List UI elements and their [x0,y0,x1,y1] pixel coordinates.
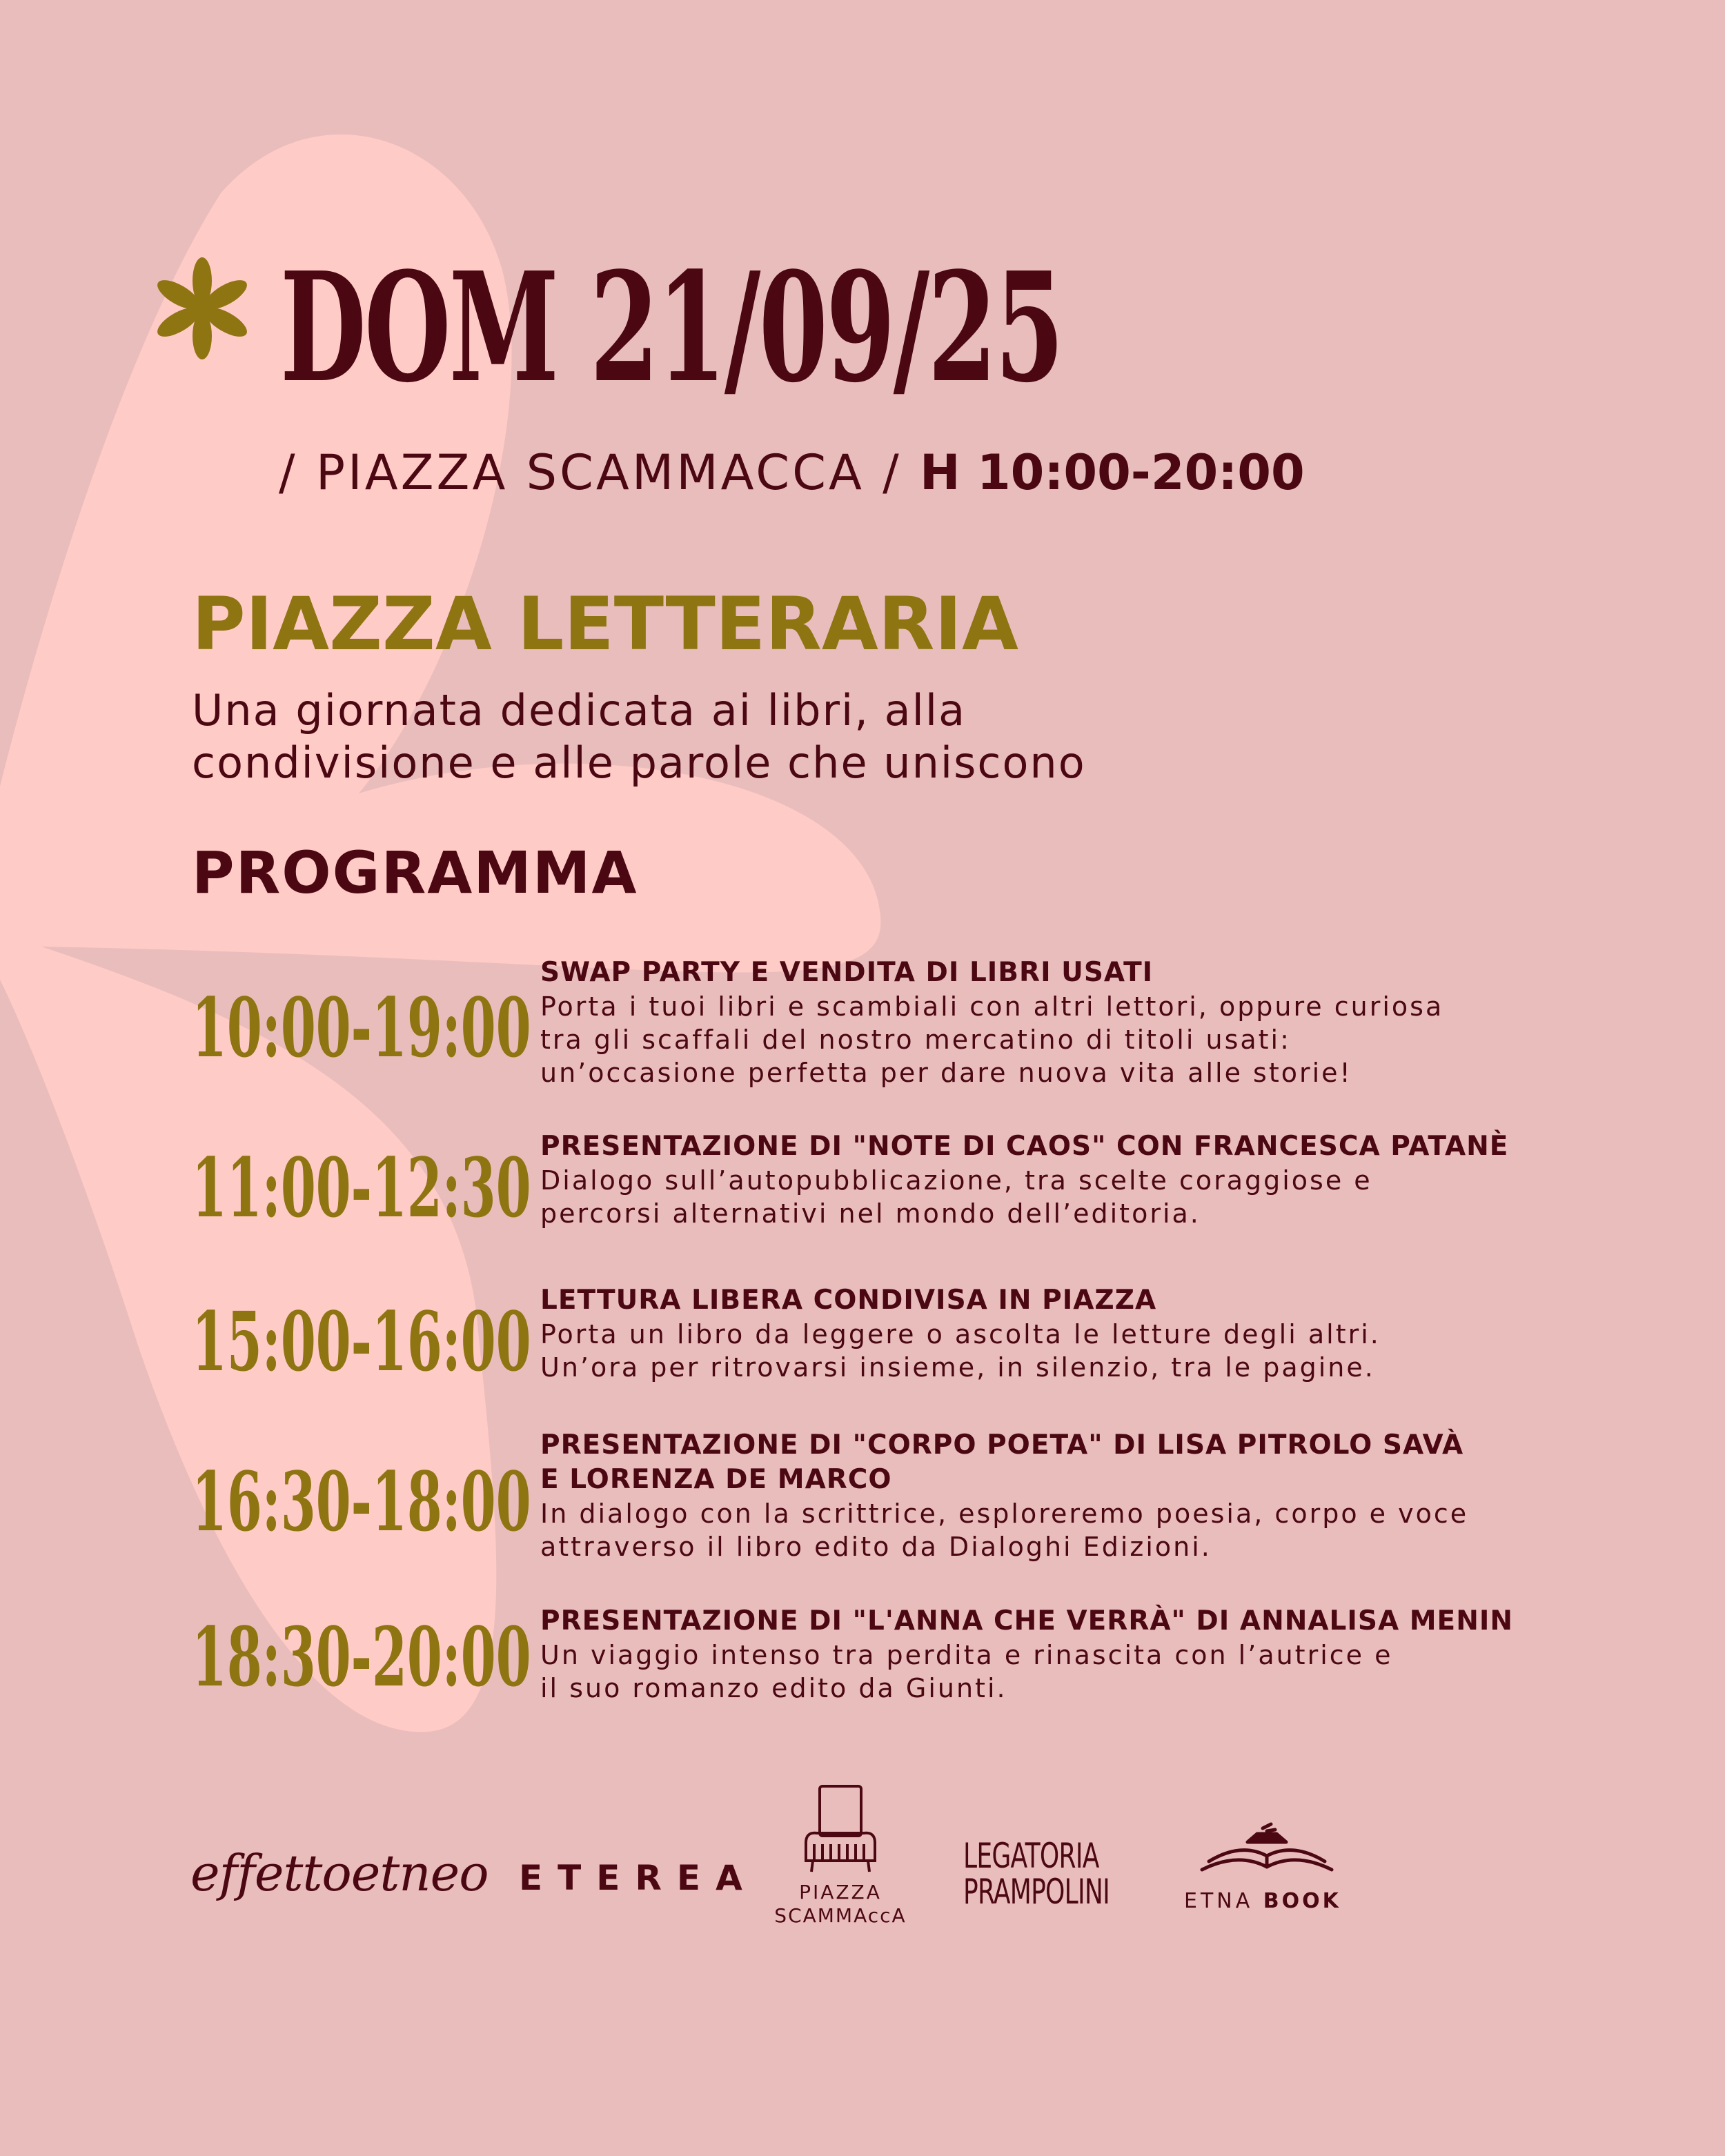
sofa-icon [799,1783,882,1877]
description-line: condivisione e alle parole che uniscono [192,738,1086,788]
program-item-desc: Porta un libro da leggere o ascolta le letture degli altri. [540,1319,1381,1349]
program-item-title: SWAP PARTY E VENDITA DI LIBRI USATI [540,957,1154,988]
program-info [540,1604,1725,1705]
program-item-desc: Dialogo sull’autopubblicazione, tra scelte coraggiose e [540,1165,1372,1196]
piazza-logo-line1: PIAZZA [799,1881,882,1903]
program-item-desc: un’occasione perfetta per dare nuova vita alle storie! [540,1058,1352,1088]
hours-text: H 10:00-20:00 [920,444,1305,501]
asterisk-icon [150,257,254,360]
book-logo-text: BOOK [1263,1889,1341,1913]
program-item-desc: Un’ora per ritrovarsi insieme, in silenzio, tra le pagine. [540,1352,1375,1383]
program-time: 18:30-20:00 [192,1609,531,1705]
program-item-desc: In dialogo con la scrittrice, esploreremo poesia, corpo e voce [540,1499,1469,1529]
program-item-desc: attraverso il libro edito da Dialoghi Edizioni. [540,1532,1212,1562]
legatoria-logo-line1: LEGATORIA [963,1836,1099,1876]
eterea-logo: ETEREA [519,1858,758,1898]
program-item-title: PRESENTAZIONE DI "NOTE DI CAOS" CON FRANCESCA PATANÈ [540,1131,1509,1162]
program-item-desc: tra gli scaffali del nostro mercatino di titoli usati: [540,1025,1291,1055]
program-info [540,956,1725,1089]
piazza-scammacca-logo [771,1783,909,1928]
program-info [540,1428,1725,1563]
program-item-title: PRESENTAZIONE DI "L'ANNA CHE VERRÀ" DI ANNALISA MENIN [540,1605,1513,1636]
location-text: / PIAZZA SCAMMACCA / [279,444,902,501]
etna-logo-text: ETNA [1184,1889,1254,1913]
program-item-title: E LORENZA DE MARCO [540,1464,892,1495]
event-date: DOM 21/09/25 [280,239,1063,416]
program-info [540,1283,1725,1384]
program-item-desc: il suo romanzo edito da Giunti. [540,1673,1007,1703]
program-title: PROGRAMMA [192,839,638,907]
program-item-desc: Un viaggio intenso tra perdita e rinascita con l’autrice e [540,1640,1393,1670]
program-time: 16:30-18:00 [192,1454,531,1550]
etna-book-wordmark [1184,1889,1350,1914]
program-time: 15:00-16:00 [192,1294,531,1389]
program-time: 11:00-12:30 [192,1140,531,1236]
program-info [540,1129,1725,1230]
event-description [192,684,1086,789]
volcano-book-icon [1199,1821,1334,1883]
description-line: Una giornata dedicata ai libri, alla [192,685,967,735]
piazza-logo-line2: SCAMMAccA [774,1904,907,1927]
program-item-desc: percorsi alternativi nel mondo dell’editoria. [540,1198,1201,1229]
effettoetneo-logo: effettoetneo [190,1844,489,1902]
program-item-title: PRESENTAZIONE DI "CORPO POETA" DI LISA PITROLO SAVÀ [540,1430,1464,1461]
event-title: PIAZZA LETTERARIA [192,582,1018,666]
legatoria-logo-line2: PRAMPOLINI [963,1872,1110,1912]
program-item-title: LETTURA LIBERA CONDIVISA IN PIAZZA [540,1285,1157,1316]
program-item-desc: Porta i tuoi libri e scambiali con altri lettori, oppure curiosa [540,991,1444,1022]
etna-book-logo [1184,1821,1350,1918]
legatoria-prampolini-logo [963,1838,1110,1910]
program-time: 10:00-19:00 [192,980,531,1076]
location-and-hours [279,442,1305,504]
